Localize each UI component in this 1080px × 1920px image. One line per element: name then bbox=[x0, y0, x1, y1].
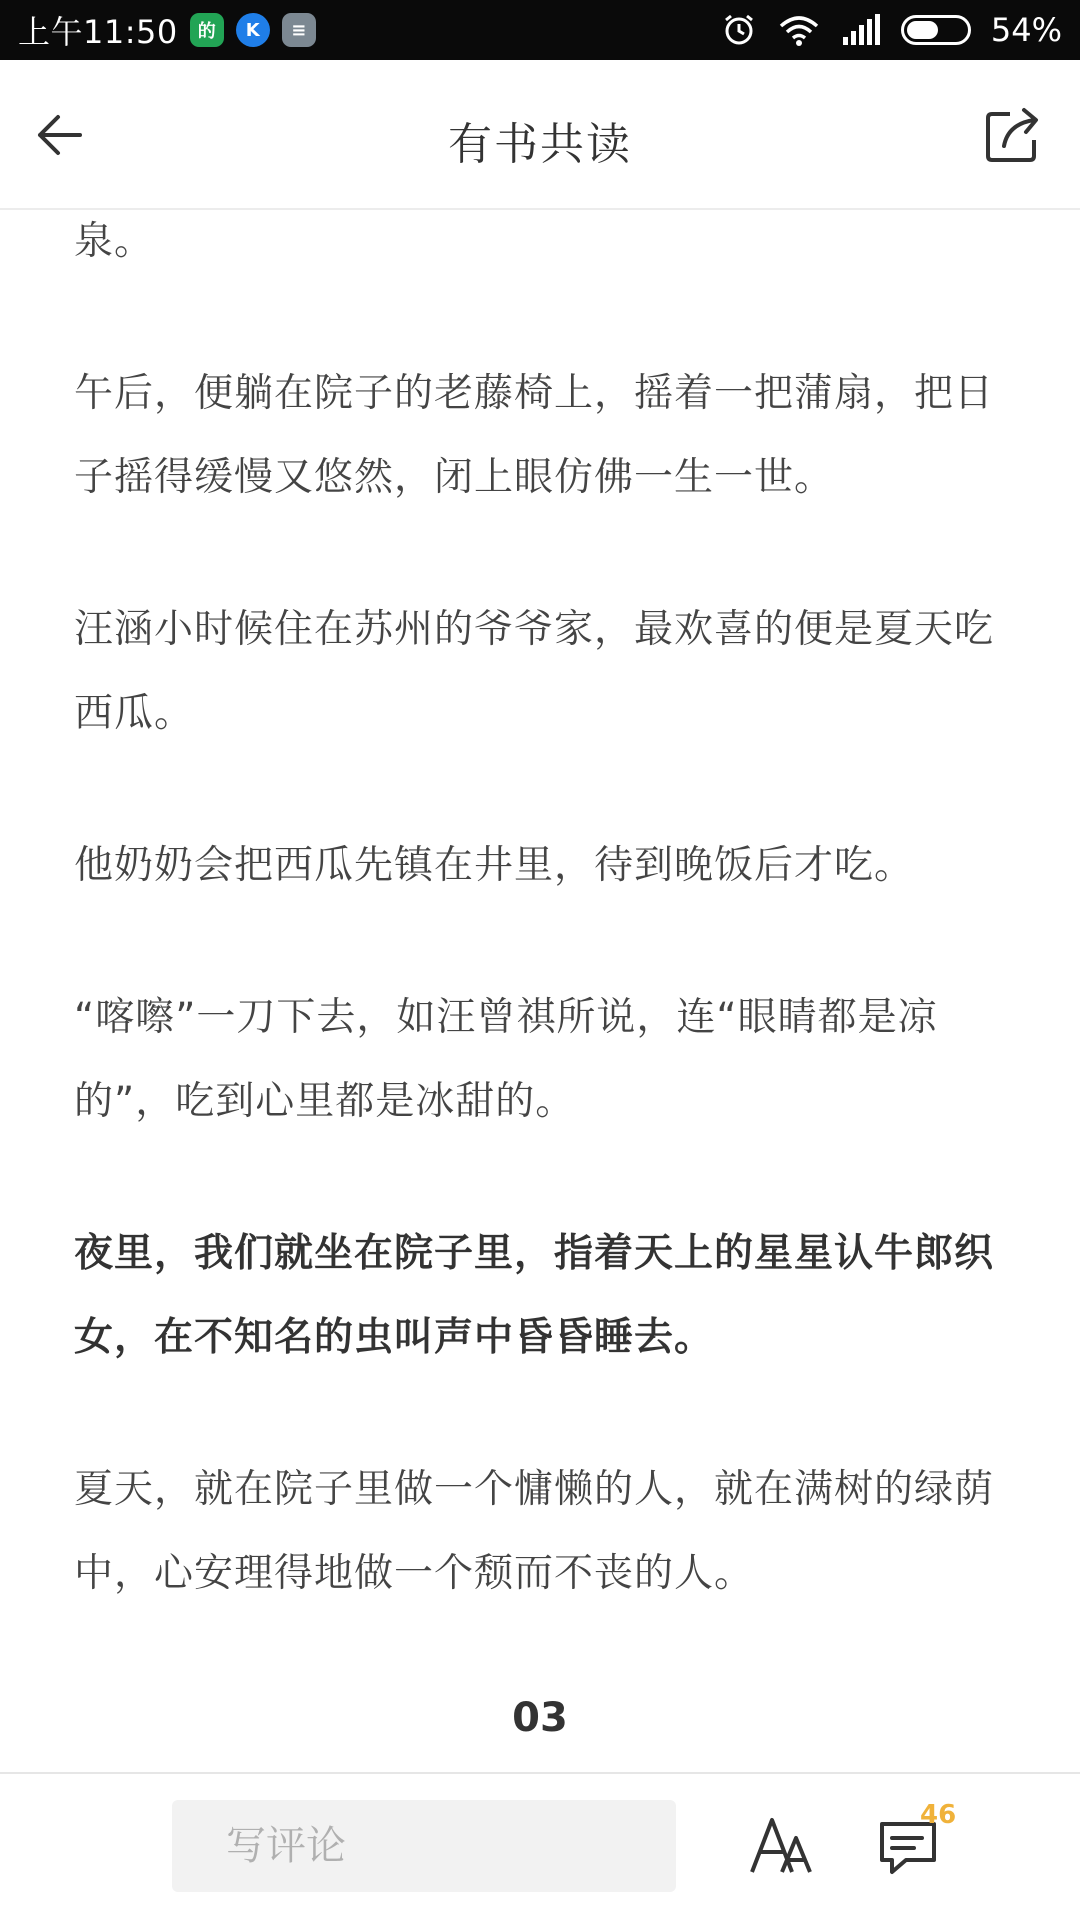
share-button[interactable] bbox=[980, 102, 1046, 168]
share-icon bbox=[980, 102, 1046, 168]
app-badge-k-icon: K bbox=[236, 13, 270, 47]
article-content bbox=[74, 210, 1014, 1772]
status-left bbox=[18, 7, 316, 53]
font-size-button[interactable] bbox=[748, 1812, 816, 1880]
signal-icon bbox=[841, 13, 881, 47]
battery-level bbox=[907, 21, 938, 39]
alarm-icon bbox=[721, 12, 757, 48]
article-paragraph-bold: 夜里，我们就坐在院子里，指着天上的星星认牛郎织女，在不知名的虫叫声中昏昏睡去。 bbox=[74, 1231, 995, 1360]
article-paragraph: 汪涵小时候住在苏州的爷爷家，最欢喜的便是夏天吃西瓜。 bbox=[74, 607, 995, 736]
comment-count-badge: 46 bbox=[920, 1800, 957, 1830]
battery-percent: 54% bbox=[990, 11, 1062, 49]
article-paragraph: “喀嚓”一刀下去，如汪曾祺所说，连“眼睛都是凉的”，吃到心里都是冰甜的。 bbox=[74, 995, 938, 1124]
comment-input[interactable]: 写评论 bbox=[172, 1800, 676, 1892]
status-right bbox=[721, 11, 1062, 49]
battery-icon bbox=[901, 15, 971, 45]
app-badge-notes-icon: ≡ bbox=[282, 13, 316, 47]
article-paragraph: 午后，便躺在院子的老藤椅上，摇着一把蒲扇，把日子摇得缓慢又悠然，闭上眼仿佛一生一世。 bbox=[74, 371, 995, 500]
app-badge-green-icon: 的 bbox=[190, 13, 224, 47]
article-paragraph: 夏天，就在院子里做一个慵懒的人，就在满树的绿荫中，心安理得地做一个颓而不丧的人。 bbox=[74, 1467, 995, 1596]
status-bar bbox=[0, 0, 1080, 60]
page-title: 有书共读 bbox=[448, 119, 632, 170]
article-paragraph: 泉。 bbox=[74, 219, 155, 264]
status-time: 上午11:50 bbox=[18, 13, 178, 51]
wifi-icon bbox=[777, 12, 821, 48]
bottom-bar bbox=[0, 1772, 1080, 1920]
page-number: 03 bbox=[512, 1695, 568, 1741]
header-bar bbox=[0, 60, 1080, 210]
font-size-icon bbox=[748, 1812, 816, 1880]
article-paragraph: 他奶奶会把西瓜先镇在井里，待到晚饭后才吃。 bbox=[74, 843, 915, 888]
